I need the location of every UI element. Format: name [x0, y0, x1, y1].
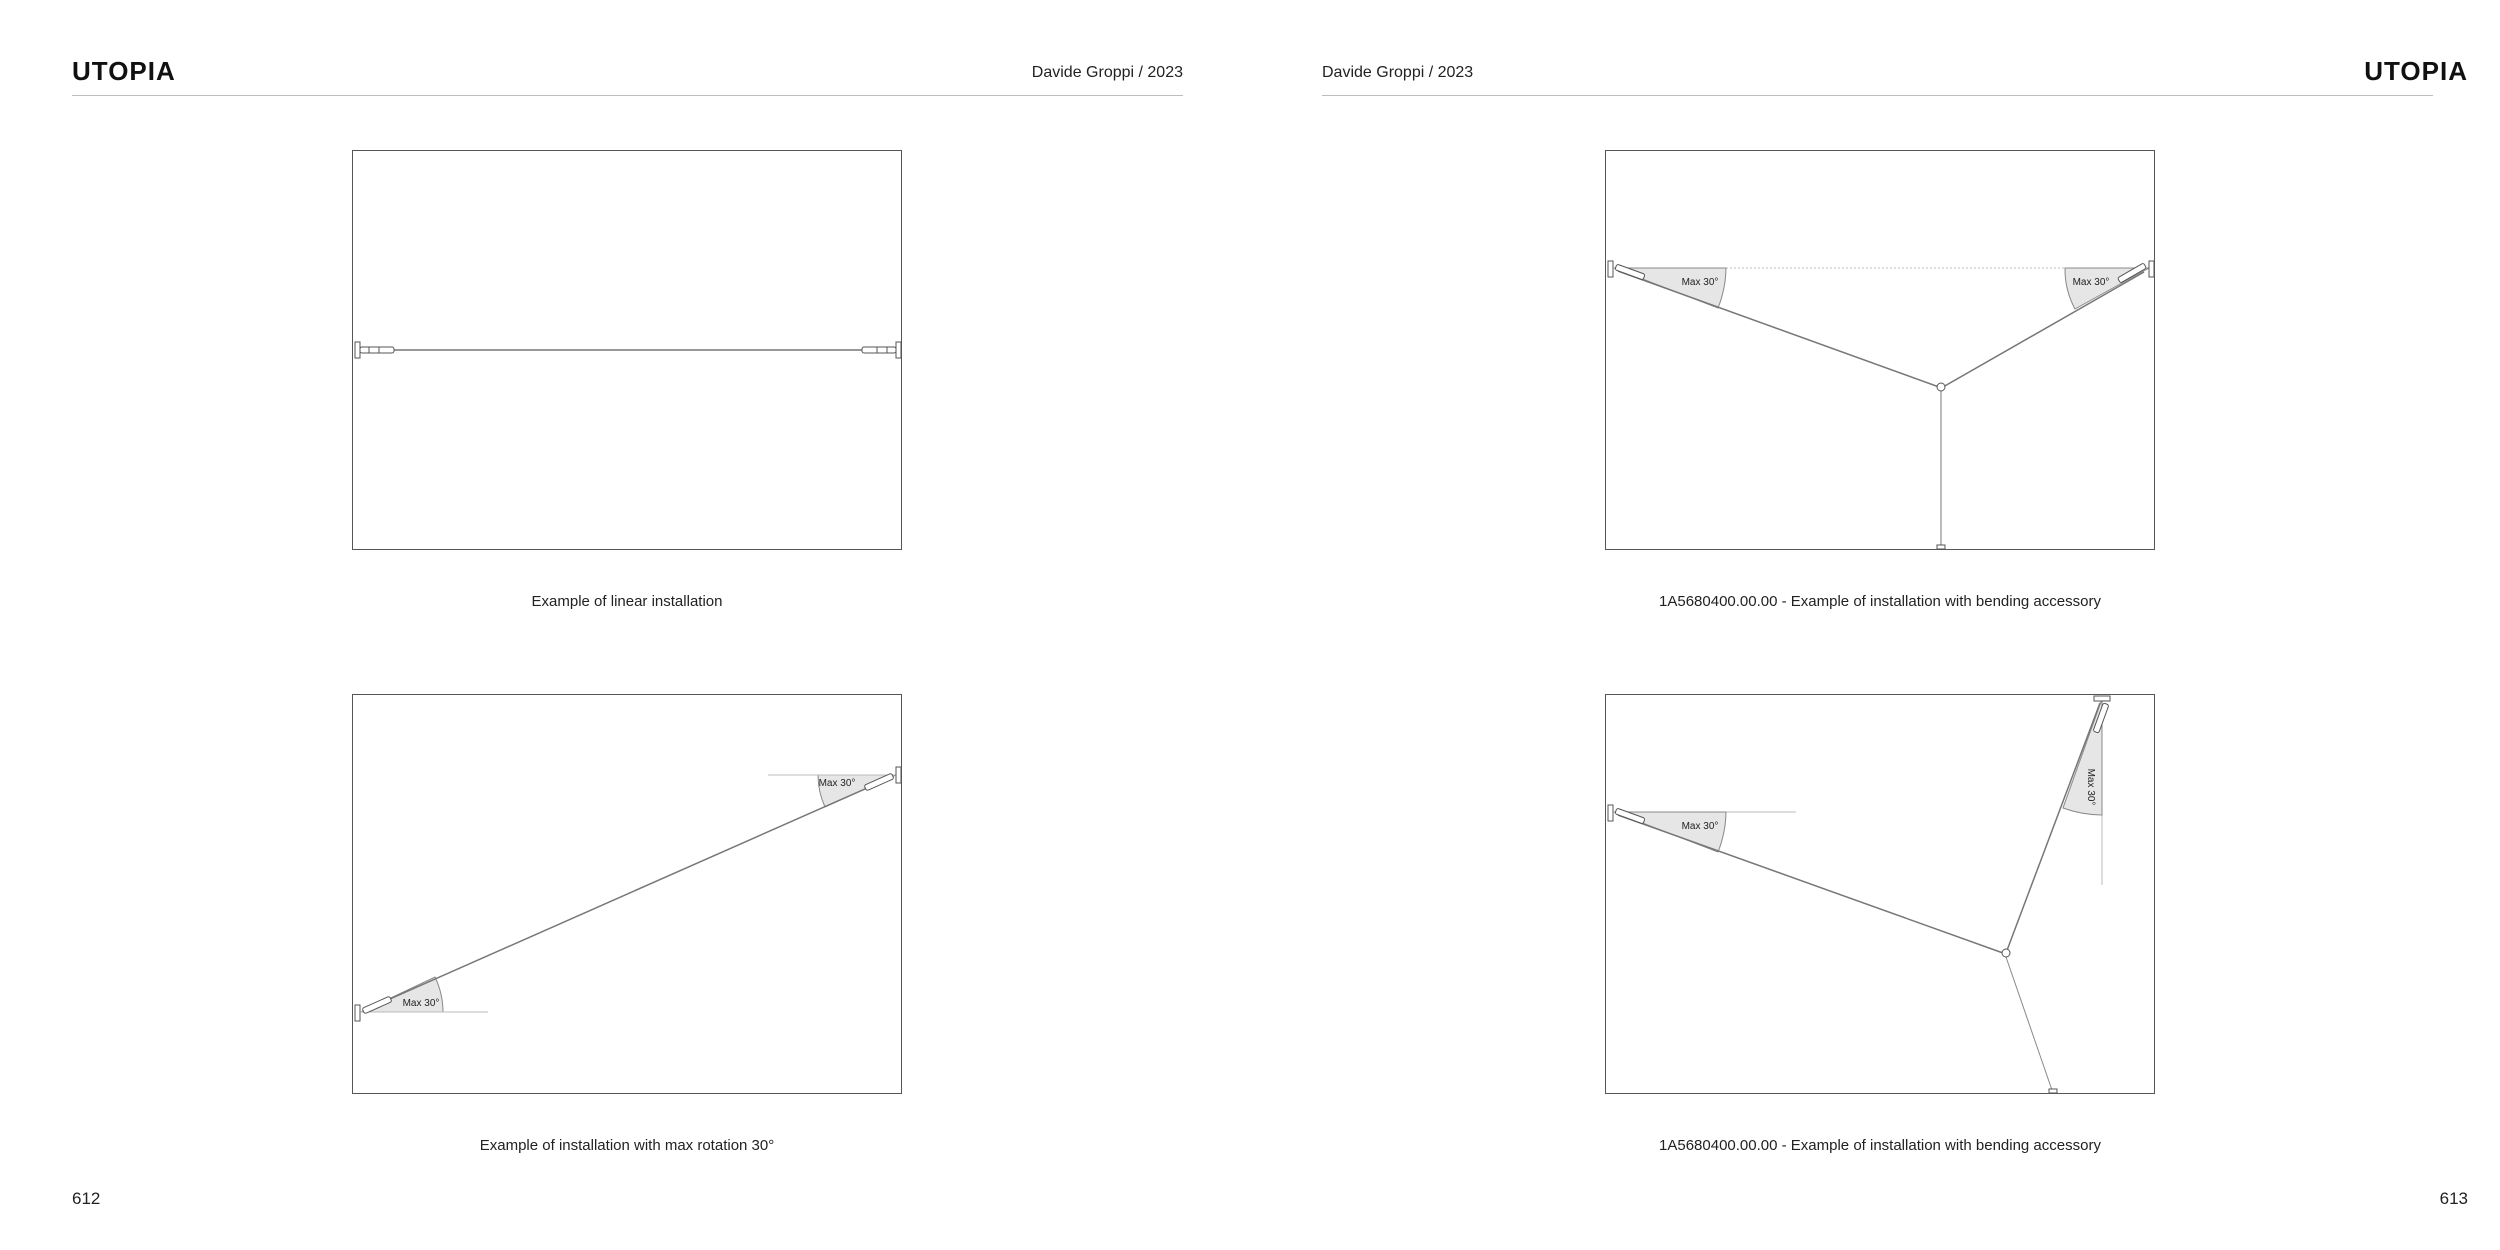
figure-linear-installation	[352, 150, 902, 550]
author-credit: Davide Groppi / 2023	[1322, 64, 1474, 81]
brand-title: UTOPIA	[2364, 56, 2468, 86]
floor-anchor	[1937, 545, 1945, 549]
figure-caption: Example of linear installation	[531, 593, 723, 610]
figure-max-rotation	[352, 694, 902, 1094]
angle-label: Max 30°	[2072, 277, 2110, 288]
linear-installation-diagram	[353, 151, 903, 551]
cable-line	[1618, 815, 2003, 953]
figure-caption: Example of installation with max rotation 30°	[479, 1137, 775, 1154]
cable-line	[2006, 703, 2100, 953]
right-page	[1250, 0, 2500, 1250]
brand-title: UTOPIA	[72, 56, 176, 86]
cable-line	[365, 777, 892, 1010]
angle-label: Max 30°	[1681, 821, 1719, 832]
wall-bracket-right	[862, 342, 901, 358]
header-rule	[72, 95, 1183, 96]
figure-bending-accessory-corner	[1605, 694, 2155, 1094]
page-number: 613	[2439, 1189, 2468, 1208]
author-credit: Davide Groppi / 2023	[1031, 64, 1183, 81]
bending-accessory-diagram	[1606, 151, 2156, 551]
bending-accessory-node	[1937, 383, 1945, 391]
figure-caption: 1A5680400.00.00 - Example of installation with bending accessory	[1659, 1137, 2101, 1154]
angle-label: Max 30°	[402, 998, 440, 1009]
angle-label: Max 30°	[1681, 277, 1719, 288]
angle-label: Max 30°	[818, 778, 856, 789]
figure-bending-accessory	[1605, 150, 2155, 550]
header-rule	[1322, 95, 2433, 96]
cable-line	[1618, 271, 1939, 387]
figure-caption: 1A5680400.00.00 - Example of installation with bending accessory	[1659, 593, 2101, 610]
bending-accessory-corner-diagram	[1606, 695, 2156, 1095]
bending-accessory-node	[2002, 949, 2010, 957]
cable-line	[2006, 957, 2053, 1093]
max-rotation-diagram	[353, 695, 903, 1095]
floor-anchor	[2049, 1089, 2057, 1093]
page-number: 612	[72, 1189, 101, 1208]
wall-bracket-left	[355, 342, 394, 358]
cable-line	[1943, 272, 2144, 387]
angle-label: Max 30°	[2085, 768, 2096, 806]
